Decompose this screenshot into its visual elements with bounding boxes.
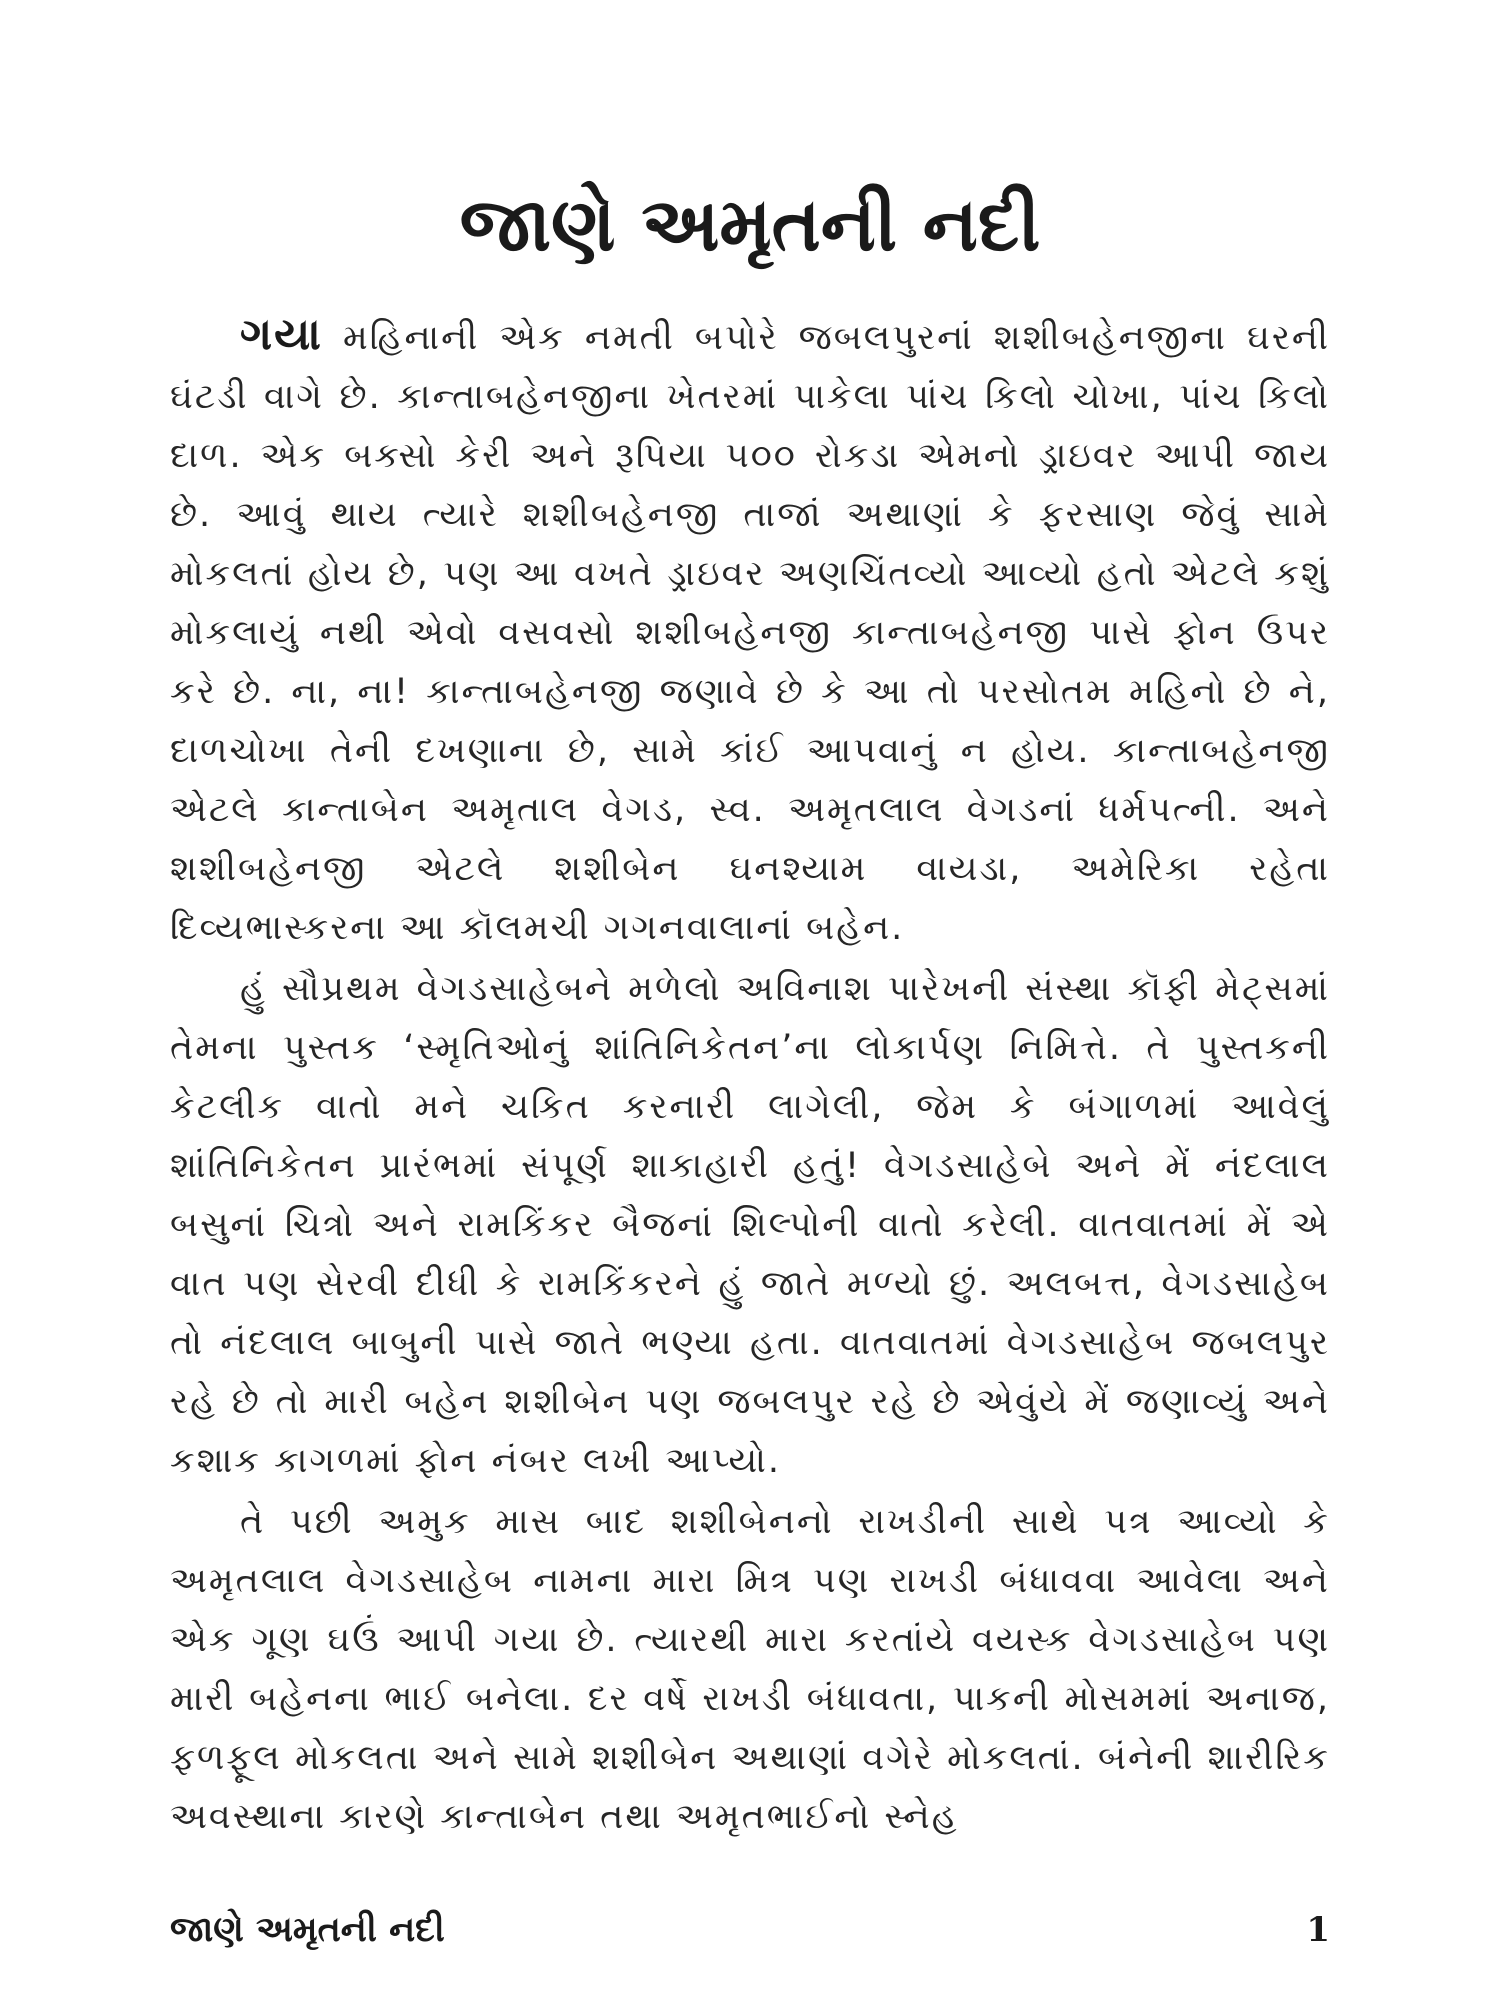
paragraph-1 xyxy=(170,305,1330,958)
page-number: 1 xyxy=(1306,1910,1330,1950)
paragraph-2: હું સૌપ્રથમ વેગડસાહેબને મળેલો અવિનાશ પારેખની સંસ્થા કૉફી મેટ્સમાં તેમના પુસ્તક ‘સ્મૃતિઓનું શાંતિનિકેતન’ના લોકાર્પણ નિમિત્તે. તે પુસ્તકની કેટલીક વાતો મને ચકિત કરનારી લાગેલી, જેમ કે બંગાળમાં આવેલું શાંતિનિકેતન પ્રારંભમાં સંપૂર્ણ શાકાહારી હતું! વેગડસાહેબે અને મેં નંદલાલ બસુનાં ચિત્રો અને રામકિંકર બૈજનાં શિલ્પોની વાતો કરેલી. વાતવાતમાં મેં એ વાત પણ સેરવી દીધી કે રામકિંકરને હું જાતે મળ્યો છું. અલબત્ત, વેગડસાહેબ તો નંદલાલ બાબુની પાસે જાતે ભણ્યા હતા. વાતવાતમાં વેગડસાહેબ જબલપુર રહે છે તો મારી બહેન શશીબેન પણ જબલપુર રહે છે એવુંયે મેં જણાવ્યું અને કશાક કાગળમાં ફોન નંબર લખી આપ્યો. xyxy=(170,969,1330,1481)
chapter-title: જાણે અમૃતની નદી xyxy=(459,182,1041,268)
running-title: જાણે અમૃતની નદી xyxy=(170,1910,445,1950)
chapter-body xyxy=(170,305,1330,1847)
paragraph-3: તે પછી અમુક માસ બાદ શશીબેનનો રાખડીની સાથે પત્ર આવ્યો કે અમૃતલાલ વેગડસાહેબ નામના મારા મિત્ર પણ રાખડી બંધાવવા આવેલા અને એક ગૂણ ઘઉં આપી ગયા છે. ત્યારથી મારા કરતાંયે વયસ્ક વેગડસાહેબ પણ મારી બહેનના ભાઈ બનેલા. દર વર્ષે રાખડી બંધાવતા, પાકની મોસમમાં અનાજ, ફળફૂલ મોકલતા અને સામે શશીબેન અથાણાં વગેરે મોકલતાં. બંનેની શારીરિક અવસ્થાના કારણે કાન્તાબેન તથા અમૃતભાઈનો સ્નેહ xyxy=(170,1502,1330,1837)
paragraph-lead-word: ગયા xyxy=(240,309,323,360)
paragraph-text: મહિનાની એક નમતી બપોરે જબલપુરનાં શશીબહેનજીના ઘરની ઘંટડી વાગે છે. કાન્તાબહેનજીના ખેતરમાં પાકેલા પાંચ કિલો ચોખા, પાંચ કિલો દાળ. એક બક્સો કેરી અને રૂપિયા ૫૦૦ રોકડા એમનો ડ્રાઇવર આપી જાય છે. આવું થાય ત્યારે શશીબહેનજી તાજાં અથાણાં કે ફરસાણ જેવું સામે મોકલતાં હોય છે, પણ આ વખતે ડ્રાઇવર અણચિંતવ્યો આવ્યો હતો એટલે કશું મોકલાયું નથી એવો વસવસો શશીબહેનજી કાન્તાબહેનજી પાસે ફોન ઉપર કરે છે. ના, ના! કાન્તાબહેનજી જણાવે છે કે આ તો પરસોતમ મહિનો છે ને, દાળચોખા તેની દખણાના છે, સામે કાંઈ આપવાનું ન હોય. કાન્તાબહેનજી એટલે કાન્તાબેન અમૃતાલ વેગડ, સ્વ. અમૃતલાલ વેગડનાં ધર્મપત્ની. અને શશીબહેનજી એટલે શશીબેન ઘનશ્યામ વાયડા, અમેરિકા રહેતા દિવ્યભાસ્કરના આ કૉલમચી ગગનવાલાનાં બહેન. xyxy=(170,318,1331,948)
page-footer xyxy=(170,1905,1330,1955)
